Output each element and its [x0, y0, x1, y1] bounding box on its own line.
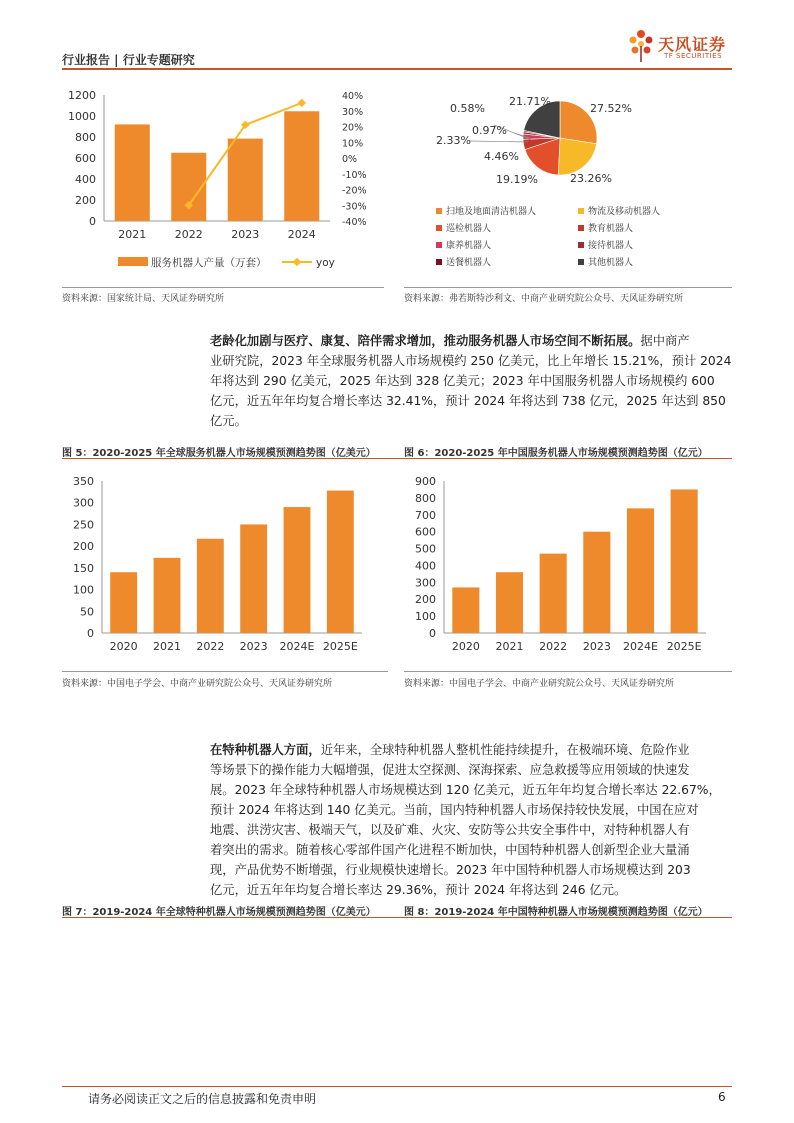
legend-label: 物流及移动机器人 — [588, 207, 661, 217]
y2-tick-label: 20% — [342, 122, 364, 134]
report-header-title: 行业报告 | 行业专题研究 — [62, 53, 195, 67]
x-tick-label: 2021 — [118, 228, 147, 241]
y-tick-label: 200 — [415, 593, 436, 607]
footer-disclaimer: 请务必阅读正文之后的信息披露和免责申明 — [88, 1092, 317, 1106]
x-tick-label: 2023 — [231, 228, 260, 241]
bar — [154, 558, 181, 633]
bar — [284, 507, 311, 633]
legend-swatch — [436, 208, 442, 214]
chart1-source: 资料来源：国家统计局、天风证券研究所 — [62, 294, 225, 304]
bar — [452, 587, 479, 633]
legend-swatch — [578, 259, 584, 265]
chart4-source: 资料来源：中国电子学会、中商产业研究院公众号、天风证券研究所 — [404, 679, 675, 689]
y-tick-label: 1200 — [68, 89, 96, 102]
bar — [197, 539, 224, 633]
x-tick-label: 2020 — [109, 640, 138, 653]
pie-legend-item — [436, 238, 491, 251]
x-tick-label: 2022 — [539, 640, 568, 653]
service-robot-share-pie-chart — [404, 82, 734, 202]
y-tick-label: 250 — [73, 518, 94, 532]
paragraph-lead: 老龄化加剧与医疗、康复、陪伴需求增加，推动服务机器人市场空间不断拓展。 — [210, 334, 641, 348]
x-tick-label: 2024E — [623, 640, 658, 653]
y-tick-label: 300 — [73, 496, 94, 510]
figure7-caption: 图 7：2019-2024 年全球特种机器人市场规模预测趋势图（亿美元） — [62, 907, 376, 918]
paragraph-line: 现，产品优势不断增强，行业规模快速增长。2023 年中国特种机器人市场规模达到 203 — [210, 863, 691, 877]
paragraph-line: 等场景下的操作能力大幅增强，促进太空探测、深海探索、应急救援等应用领域的快速发 — [210, 763, 690, 777]
figure5-caption: 图 5：2020-2025 年全球服务机器人市场规模预测趋势图（亿美元） — [62, 448, 376, 459]
x-tick-label: 2024E — [279, 640, 315, 653]
bar — [583, 532, 610, 633]
figure8-caption: 图 8：2019-2024 年中国特种机器人市场规模预测趋势图（亿元） — [404, 907, 708, 918]
source-divider — [62, 287, 384, 288]
pie-value-label: 0.58% — [450, 102, 485, 115]
global-service-robot-market-chart — [62, 468, 388, 664]
bar — [496, 572, 523, 633]
paragraph-line: 亿元，近五年年均复合增长率达 29.36%，预计 2024 年将达到 246 亿元。 — [210, 883, 627, 897]
legend-swatch — [436, 242, 442, 248]
y-tick-label: 100 — [73, 583, 94, 597]
legend-label: 接待机器人 — [588, 241, 634, 251]
legend-label-production: 服务机器人产量（万套） — [151, 257, 267, 269]
y2-tick-label: -10% — [342, 169, 367, 181]
pie-value-label: 19.19% — [496, 173, 538, 186]
pie-legend-item — [436, 204, 536, 217]
bar — [671, 489, 698, 633]
x-tick-label: 2023 — [582, 640, 611, 653]
x-tick-label: 2022 — [174, 228, 203, 241]
y-tick-label: 600 — [415, 525, 436, 539]
legend-swatch — [578, 208, 584, 214]
x-tick-label: 2021 — [153, 640, 181, 653]
legend-label: 其他机器人 — [588, 258, 634, 268]
pie-legend-item — [578, 204, 660, 217]
y-tick-label: 600 — [75, 152, 96, 165]
pie-legend-item — [436, 221, 491, 234]
bar — [228, 139, 263, 221]
paragraph-special-robot-market — [210, 740, 732, 900]
x-tick-label: 2024 — [287, 228, 316, 241]
leader-line — [470, 141, 528, 142]
pie-slice — [558, 138, 596, 175]
x-tick-label: 2025E — [666, 640, 702, 653]
paragraph-line: 地震、洪涝灾害、极端天气，以及矿难、火灾、安防等公共安全事件中，对特种机器人有 — [210, 823, 690, 837]
legend-swatch — [578, 242, 584, 248]
pie-value-label: 27.52% — [590, 102, 632, 115]
y-tick-label: 800 — [415, 491, 436, 505]
pie-value-label: 23.26% — [570, 172, 612, 185]
y-tick-label: 500 — [415, 542, 436, 556]
paragraph-line: 预计 2024 年将达到 140 亿美元。当前，国内特种机器人市场保持较快发展，中国在应对 — [210, 803, 699, 817]
legend-label: 巡检机器人 — [446, 224, 492, 234]
y-tick-label: 200 — [75, 194, 96, 207]
legend-label: 送餐机器人 — [446, 258, 492, 268]
y-tick-label: 700 — [415, 508, 436, 522]
x-tick-label: 2023 — [239, 640, 268, 653]
y2-tick-label: 0% — [342, 154, 358, 165]
paragraph-line: 亿元。 — [210, 414, 247, 428]
source-divider — [404, 287, 732, 288]
flower-logo-icon — [626, 28, 656, 64]
x-tick-label: 2020 — [451, 640, 480, 653]
figure6-caption: 图 6：2020-2025 年中国服务机器人市场规模预测趋势图（亿元） — [404, 448, 708, 459]
paragraph-line: 亿元，近五年年均复合增长率达 32.41%，预计 2024 年将达到 738 亿元，2025 年达到 850 — [210, 394, 726, 408]
footer-divider — [62, 1086, 732, 1087]
pie-legend-item — [578, 238, 633, 251]
y-tick-label: 400 — [75, 173, 96, 186]
yoy-point — [298, 99, 306, 107]
y2-tick-label: -30% — [342, 201, 367, 213]
pie-legend-item — [436, 255, 491, 268]
source-divider — [62, 671, 388, 672]
y-tick-label: 0 — [429, 627, 436, 640]
legend-swatch — [436, 259, 442, 265]
x-tick-label: 2021 — [495, 640, 524, 653]
y-tick-label: 900 — [415, 475, 436, 488]
pie-value-label: 21.71% — [509, 95, 551, 108]
legend-swatch-production — [118, 257, 148, 266]
paragraph-lead: 在特种机器人方面， — [210, 743, 321, 757]
paragraph-service-robot-market — [210, 331, 732, 431]
y2-tick-label: 30% — [342, 106, 364, 118]
legend-swatch — [578, 225, 584, 231]
pie-value-label: 0.97% — [472, 124, 507, 137]
source-divider — [404, 671, 732, 672]
paragraph-line: 着突出的需求。随着核心零部件国产化进程不断加快，中国特种机器人创新型企业大量涌 — [210, 843, 690, 857]
y-tick-label: 1000 — [68, 110, 96, 123]
y-tick-label: 800 — [75, 131, 96, 144]
y-tick-label: 350 — [73, 475, 94, 488]
page-number: 6 — [718, 1090, 726, 1104]
bar — [115, 124, 150, 221]
legend-label-yoy: yoy — [316, 257, 335, 269]
y2-tick-label: -40% — [342, 217, 367, 228]
y-tick-label: 0 — [87, 627, 94, 640]
y-tick-label: 150 — [73, 561, 94, 575]
bar — [327, 491, 354, 633]
legend-label: 扫地及地面清洁机器人 — [446, 207, 537, 217]
y-tick-label: 400 — [415, 559, 436, 573]
y2-tick-label: -20% — [342, 185, 367, 197]
x-tick-label: 2022 — [196, 640, 225, 653]
paragraph-line: 业研究院，2023 年全球服务机器人市场规模约 250 亿美元，比上年增长 15.21%，预计 2024 — [210, 354, 732, 368]
legend-label: 教育机器人 — [588, 224, 634, 234]
paragraph-line: 展。2023 年全球特种机器人市场规模达到 120 亿美元，近五年年均复合增长率达 22.67%， — [210, 783, 721, 797]
service-robot-production-chart — [62, 82, 392, 282]
pie-value-label: 2.33% — [436, 134, 471, 147]
paragraph-line: 年将达到 290 亿美元，2025 年达到 328 亿美元；2023 年中国服务机器人市场规模约 600 — [210, 374, 715, 388]
legend-label: 康养机器人 — [446, 241, 492, 251]
bar — [284, 111, 319, 221]
y-tick-label: 100 — [415, 610, 436, 624]
bar — [540, 554, 567, 633]
paragraph-line: 近年来，全球特种机器人整机性能持续提升，在极端环境、危险作业 — [320, 743, 690, 757]
china-service-robot-market-chart — [404, 468, 732, 664]
legend-swatch — [436, 225, 442, 231]
y-tick-label: 300 — [415, 576, 436, 590]
bar — [240, 524, 267, 633]
logo-english-name: TF SECURITIES — [664, 52, 723, 60]
y-tick-label: 0 — [89, 215, 96, 228]
pie-legend-item — [578, 221, 633, 234]
pie-value-label: 4.46% — [484, 150, 519, 163]
bar — [110, 572, 137, 633]
legend-marker-yoy — [293, 258, 301, 266]
chart2-source: 资料来源：弗若斯特沙利文、中商产业研究院公众号、天风证券研究所 — [404, 294, 684, 304]
paragraph-line: 据中商产 — [640, 334, 690, 348]
logo-chinese-name: 天风证券 — [658, 35, 727, 54]
bar — [627, 508, 654, 633]
y2-tick-label: 40% — [342, 91, 364, 102]
header-divider — [62, 68, 732, 70]
y-tick-label: 50 — [80, 605, 94, 619]
y-tick-label: 200 — [73, 540, 94, 554]
pie-legend-item — [578, 255, 633, 268]
x-tick-label: 2025E — [322, 640, 358, 653]
chart3-source: 资料来源：中国电子学会、中商产业研究院公众号、天风证券研究所 — [62, 679, 333, 689]
tf-securities-logo — [626, 28, 736, 68]
y2-tick-label: 10% — [342, 138, 364, 150]
